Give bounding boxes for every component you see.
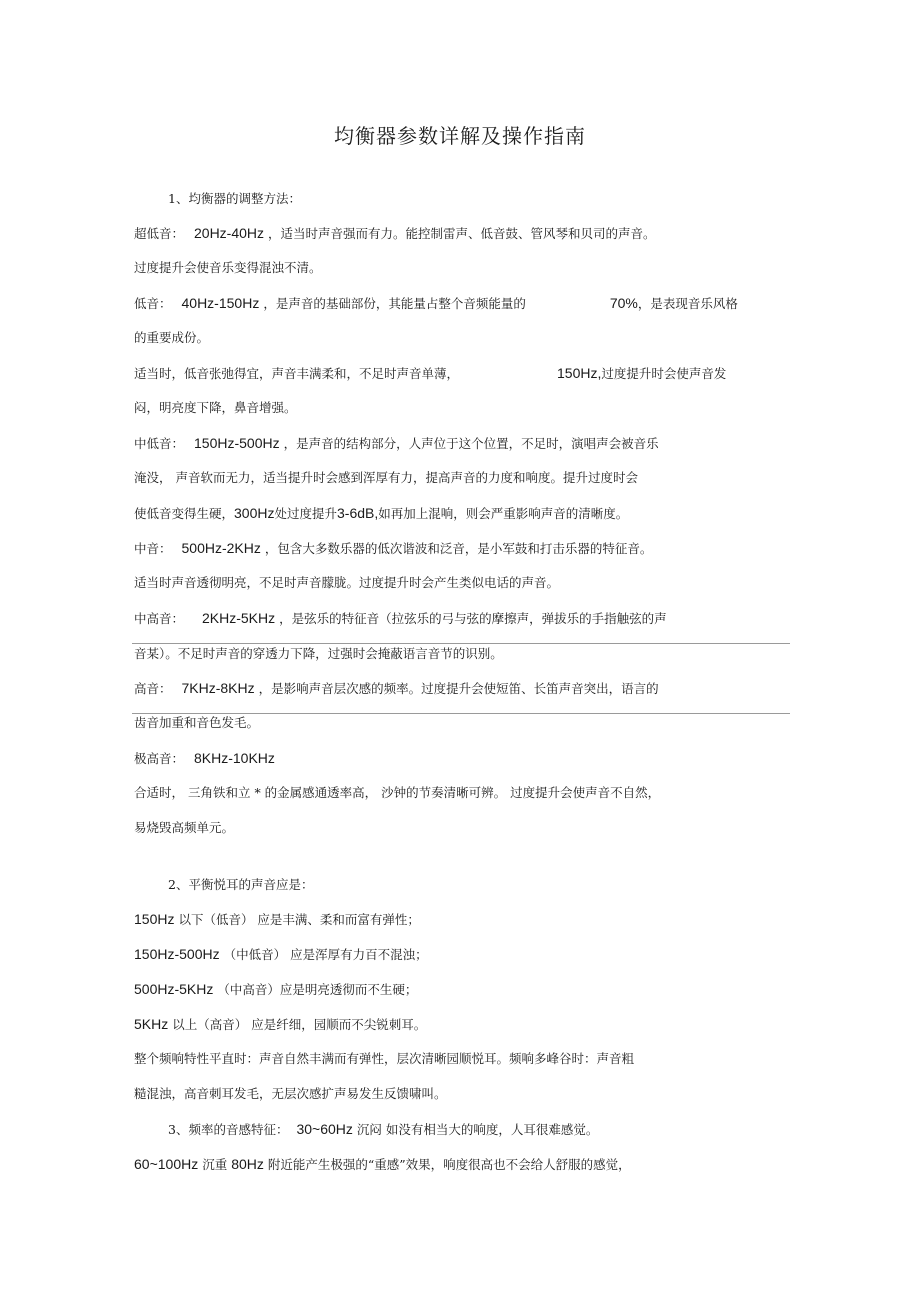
mid-label: 中音： [134, 541, 172, 556]
bass-text: ，是声音的基础部份，其能量占整个音频能量的 [263, 296, 526, 311]
high-range: 7KHz-8KHz [181, 680, 255, 696]
ultra-high-label: 极高音： [134, 751, 185, 766]
mid-text: ，包含大多数乐器的低次谐波和泛音，是小军鼓和打击乐器的特征音。 [264, 541, 653, 556]
high-label: 高音： [134, 681, 172, 696]
s3-freq-3: 80Hz [231, 1156, 264, 1172]
balance-text: 以下（低音） 应是丰满、柔和而富有弹性； [178, 912, 420, 927]
bass-percent: 70% [609, 295, 638, 311]
mid-range: 500Hz-2KHz [181, 540, 261, 556]
bass-freq: 150Hz, [557, 365, 602, 381]
divider-line [132, 643, 790, 644]
ultra-high-range: 8KHz-10KHz [194, 750, 275, 766]
sub-bass-label: 超低音： [134, 226, 185, 241]
section-3-heading [168, 1120, 598, 1139]
balance-item [134, 1015, 426, 1034]
balance-summary-1: 整个频响特性平直时：声音自然丰满而有弹性，层次清晰园顺悦耳。频响多峰谷时：声音粗 [134, 1051, 635, 1066]
page-title: 均衡器参数详解及操作指南 [334, 124, 586, 148]
bass-line-2: 的重要成份。 [134, 330, 210, 345]
ultra-high-line-2: 合适时， 三角铁和立 * 的金属感通透率高， 沙钟的节奏清晰可辨。 过度提升会使声音不自然， [134, 785, 661, 800]
s3-text-1: 沉闷 如没有相当大的响度，人耳很难感觉。 [356, 1122, 599, 1137]
bass-line [134, 294, 738, 313]
ultra-high-line [134, 749, 275, 768]
balance-freq: 5KHz [134, 1016, 169, 1032]
bass-line-3 [134, 364, 726, 383]
section-3-title: 3、频率的音感特征： [168, 1122, 289, 1137]
s3-line-2 [134, 1155, 631, 1174]
balance-freq: 150Hz [134, 911, 175, 927]
section-1-heading: 1、均衡器的调整方法： [168, 191, 301, 206]
high-mid-label: 中高音： [134, 611, 185, 626]
mid-line [134, 539, 652, 558]
balance-item [134, 945, 428, 964]
s3-text-2b: 附近能产生极强的“重感”效果，响度很高也不会给人舒服的感觉， [267, 1157, 631, 1172]
balance-text: （中低音） 应是浑厚有力百不混浊； [223, 947, 428, 962]
mid-line-2: 适当时声音透彻明亮，不足时声音朦胧。过度提升时会产生类似电话的声音。 [134, 575, 560, 590]
bass-range: 40Hz-150Hz [181, 295, 260, 311]
bass-text-3: 适当时，低音张弛得宜，声音丰满柔和，不足时声音单薄， [134, 366, 460, 381]
balance-text: 以上（高音） 应是纤细，园顺而不尖锐刺耳。 [172, 1017, 427, 1032]
balance-summary-2: 糙混浊，高音刺耳发毛，无层次感扩声易发生反馈啸叫。 [134, 1086, 447, 1101]
bass-text-3b: 过度提升时会使声音发 [601, 366, 727, 381]
low-mid-text-3a: 使低音变得生硬， [134, 506, 235, 521]
s3-text-2a: 沉重 [202, 1157, 228, 1172]
bass-label: 低音： [134, 296, 172, 311]
ultra-high-line-3: 易烧毁高频单元。 [134, 820, 235, 835]
balance-freq: 500Hz-5KHz [134, 981, 214, 997]
s3-freq-1: 30~60Hz [296, 1121, 353, 1137]
high-mid-range: 2KHz-5KHz [202, 610, 276, 626]
low-mid-text-3b: 处过度提升 [274, 506, 337, 521]
bass-line-4: 闷，明亮度下降，鼻音增强。 [134, 400, 297, 415]
balance-freq: 150Hz-500Hz [134, 946, 220, 962]
high-text: ，是影响声音层次感的频率。过度提升会使短笛、长笛声音突出，语言的 [258, 681, 659, 696]
low-mid-text: ，是声音的结构部分，人声位于这个位置，不足时，演唱声会被音乐 [283, 436, 659, 451]
balance-item [134, 910, 420, 929]
low-mid-freq: 300Hz [234, 505, 275, 521]
low-mid-line [134, 434, 659, 453]
low-mid-db: 3-6dB, [337, 505, 379, 521]
high-mid-line-2: 音某）。不足时声音的穿透力下降，过强时会掩蔽语言音节的识别。 [134, 646, 503, 661]
balance-text: （中高音）应是明亮透彻而不生硬； [217, 982, 418, 997]
sub-bass-line [134, 224, 656, 243]
low-mid-line-2: 淹没， 声音软而无力，适当提升时会感到浑厚有力，提高声音的力度和响度。提升过度时会 [134, 470, 638, 485]
sub-bass-range: 20Hz-40Hz [194, 225, 265, 241]
low-mid-label: 中低音： [134, 436, 185, 451]
bass-text-b: ，是表现音乐风格 [637, 296, 738, 311]
high-mid-text: ，是弦乐的特征音（拉弦乐的弓与弦的摩擦声，弹拔乐的手指触弦的声 [279, 611, 667, 626]
low-mid-range: 150Hz-500Hz [194, 435, 280, 451]
s3-freq-2: 60~100Hz [134, 1156, 199, 1172]
sub-bass-line-2: 过度提升会使音乐变得混浊不清。 [134, 260, 322, 275]
low-mid-text-3c: 如再加上混响，则会严重影响声音的清晰度。 [378, 506, 629, 521]
high-mid-line [134, 609, 667, 628]
low-mid-line-3 [134, 504, 628, 523]
high-line-2: 齿音加重和音色发毛。 [134, 715, 260, 730]
section-2-heading: 2、平衡悦耳的声音应是： [168, 877, 314, 892]
high-line [134, 679, 659, 698]
balance-item [134, 980, 417, 999]
sub-bass-text: ，适当时声音强而有力。能控制雷声、低音鼓、管风琴和贝司的声音。 [268, 226, 656, 241]
